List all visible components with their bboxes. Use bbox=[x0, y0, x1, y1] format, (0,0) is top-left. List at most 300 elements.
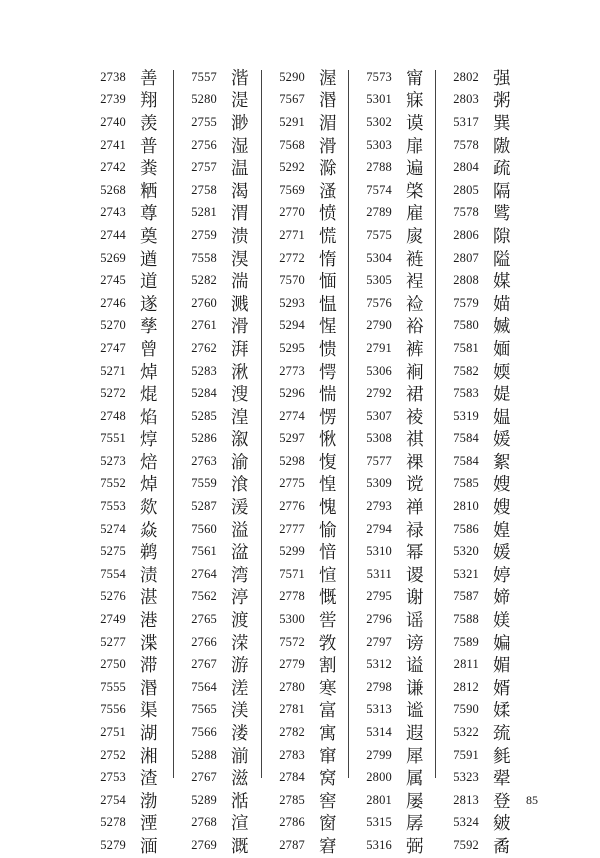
index-entry bbox=[437, 292, 525, 315]
index-column-1 bbox=[84, 66, 172, 857]
index-entry bbox=[437, 202, 525, 225]
index-entry bbox=[350, 473, 438, 496]
index-entry bbox=[263, 518, 351, 541]
index-entry bbox=[437, 586, 525, 609]
entry-character: 湖 bbox=[140, 724, 158, 745]
entry-character: 湟 bbox=[231, 407, 249, 428]
entry-number: 2779 bbox=[279, 657, 305, 672]
entry-character: 普 bbox=[140, 136, 158, 157]
entry-number: 7591 bbox=[453, 747, 479, 762]
entry-number: 2744 bbox=[100, 227, 126, 242]
entry-character: 媞 bbox=[493, 385, 511, 406]
index-entry bbox=[350, 631, 438, 654]
index-entry bbox=[437, 179, 525, 202]
entry-character: 屡 bbox=[406, 791, 424, 812]
entry-character: 遍 bbox=[406, 159, 424, 180]
entry-number: 2756 bbox=[191, 137, 217, 152]
entry-number: 2775 bbox=[279, 476, 305, 491]
entry-number: 5271 bbox=[100, 363, 126, 378]
entry-character: 愧 bbox=[319, 498, 337, 519]
entry-number: 7551 bbox=[100, 431, 126, 446]
entry-character: 裥 bbox=[406, 362, 424, 383]
entry-number: 5268 bbox=[100, 182, 126, 197]
index-entry bbox=[350, 156, 438, 179]
entry-number: 7579 bbox=[453, 295, 479, 310]
index-entry bbox=[263, 292, 351, 315]
entry-number: 7553 bbox=[100, 499, 126, 514]
entry-character: 禅 bbox=[406, 498, 424, 519]
entry-character: 滑 bbox=[231, 317, 249, 338]
entry-number: 2753 bbox=[100, 770, 126, 785]
entry-character: 媛 bbox=[493, 543, 511, 564]
entry-character: 寓 bbox=[319, 724, 337, 745]
index-entry bbox=[84, 608, 172, 631]
entry-character: 湓 bbox=[231, 543, 249, 564]
entry-number: 5324 bbox=[453, 815, 479, 830]
entry-number: 2807 bbox=[453, 250, 479, 265]
entry-number: 5307 bbox=[366, 408, 392, 423]
entry-number: 2764 bbox=[191, 566, 217, 581]
index-entry bbox=[263, 202, 351, 225]
index-entry bbox=[84, 247, 172, 270]
index-entry bbox=[175, 66, 263, 89]
entry-number: 2746 bbox=[100, 295, 126, 310]
index-entry bbox=[350, 586, 438, 609]
entry-number: 5274 bbox=[100, 521, 126, 536]
index-entry bbox=[350, 89, 438, 112]
index-entry bbox=[350, 292, 438, 315]
entry-number: 2803 bbox=[453, 92, 479, 107]
entry-character: 溢 bbox=[231, 520, 249, 541]
entry-character: 窝 bbox=[319, 769, 337, 790]
index-entry bbox=[84, 179, 172, 202]
entry-number: 2738 bbox=[100, 69, 126, 84]
entry-number: 2752 bbox=[100, 747, 126, 762]
index-entry bbox=[84, 789, 172, 812]
index-entry bbox=[84, 540, 172, 563]
entry-number: 5319 bbox=[453, 408, 479, 423]
index-entry bbox=[84, 766, 172, 789]
entry-character: 道 bbox=[140, 272, 158, 293]
entry-character: 焯 bbox=[140, 475, 158, 496]
entry-number: 7582 bbox=[453, 363, 479, 378]
entry-number: 2760 bbox=[191, 295, 217, 310]
index-entry bbox=[437, 608, 525, 631]
index-entry bbox=[175, 789, 263, 812]
index-entry bbox=[350, 766, 438, 789]
index-entry bbox=[263, 608, 351, 631]
index-entry bbox=[350, 202, 438, 225]
entry-character: 弼 bbox=[406, 836, 424, 857]
index-entry bbox=[350, 653, 438, 676]
entry-character: 裎 bbox=[406, 272, 424, 293]
entry-number: 5321 bbox=[453, 566, 479, 581]
entry-character: 渡 bbox=[231, 611, 249, 632]
entry-number: 2739 bbox=[100, 92, 126, 107]
entry-character: 媃 bbox=[493, 701, 511, 722]
entry-character: 湍 bbox=[231, 272, 249, 293]
index-entry bbox=[350, 224, 438, 247]
index-entry bbox=[263, 744, 351, 767]
entry-character: 湘 bbox=[140, 746, 158, 767]
index-entry bbox=[263, 653, 351, 676]
entry-character: 祼 bbox=[406, 452, 424, 473]
entry-character: 谡 bbox=[406, 565, 424, 586]
entry-character: 遒 bbox=[140, 249, 158, 270]
index-entry bbox=[84, 292, 172, 315]
entry-number: 5290 bbox=[279, 69, 305, 84]
entry-number: 2808 bbox=[453, 273, 479, 288]
entry-character: 渟 bbox=[231, 588, 249, 609]
entry-number: 5299 bbox=[279, 544, 305, 559]
entry-character: 焯 bbox=[140, 362, 158, 383]
index-entry bbox=[263, 699, 351, 722]
entry-character: 湝 bbox=[231, 68, 249, 89]
entry-number: 2791 bbox=[366, 340, 392, 355]
entry-number: 7587 bbox=[453, 589, 479, 604]
index-entry bbox=[263, 721, 351, 744]
index-entry bbox=[84, 699, 172, 722]
entry-number: 2763 bbox=[191, 453, 217, 468]
entry-character: 巽 bbox=[493, 113, 511, 134]
entry-number: 2755 bbox=[191, 114, 217, 129]
entry-character: 焰 bbox=[140, 407, 158, 428]
index-entry bbox=[437, 66, 525, 89]
index-entry bbox=[437, 834, 525, 857]
entry-number: 7584 bbox=[453, 431, 479, 446]
index-entry bbox=[350, 337, 438, 360]
entry-character: 曾 bbox=[140, 339, 158, 360]
index-entry bbox=[175, 292, 263, 315]
index-entry bbox=[263, 586, 351, 609]
entry-number: 5269 bbox=[100, 250, 126, 265]
entry-character: 媚 bbox=[493, 656, 511, 677]
index-entry bbox=[175, 608, 263, 631]
index-entry bbox=[437, 766, 525, 789]
index-entry bbox=[263, 405, 351, 428]
entry-character: 隔 bbox=[493, 181, 511, 202]
entry-number: 5306 bbox=[366, 363, 392, 378]
index-entry bbox=[350, 699, 438, 722]
index-entry bbox=[175, 586, 263, 609]
entry-number: 5320 bbox=[453, 544, 479, 559]
index-entry bbox=[350, 179, 438, 202]
index-entry bbox=[175, 111, 263, 134]
entry-number: 7561 bbox=[191, 544, 217, 559]
entry-character: 粪 bbox=[140, 159, 158, 180]
entry-character: 隙 bbox=[493, 226, 511, 247]
index-entry bbox=[263, 495, 351, 518]
entry-character: 粥 bbox=[493, 91, 511, 112]
entry-number: 2783 bbox=[279, 747, 305, 762]
entry-character: 甯 bbox=[406, 68, 424, 89]
index-entry bbox=[437, 518, 525, 541]
entry-number: 7581 bbox=[453, 340, 479, 355]
entry-number: 2776 bbox=[279, 499, 305, 514]
entry-character: 婿 bbox=[493, 678, 511, 699]
entry-character: 矞 bbox=[493, 836, 511, 857]
entry-number: 2774 bbox=[279, 408, 305, 423]
entry-character: 溉 bbox=[231, 836, 249, 857]
entry-number: 5298 bbox=[279, 453, 305, 468]
entry-character: 裙 bbox=[406, 385, 424, 406]
character-index-table bbox=[84, 66, 526, 857]
index-entry bbox=[84, 224, 172, 247]
entry-character: 羡 bbox=[140, 113, 158, 134]
entry-number: 5286 bbox=[191, 431, 217, 446]
entry-character: 媔 bbox=[493, 339, 511, 360]
entry-number: 7570 bbox=[279, 273, 305, 288]
entry-character: 惰 bbox=[319, 249, 337, 270]
index-entry bbox=[175, 766, 263, 789]
entry-character: 窜 bbox=[319, 746, 337, 767]
entry-character: 湃 bbox=[231, 339, 249, 360]
entry-character: 棨 bbox=[406, 181, 424, 202]
index-entry bbox=[175, 134, 263, 157]
entry-number: 5311 bbox=[366, 566, 392, 581]
entry-character: 媆 bbox=[493, 362, 511, 383]
entry-character: 窗 bbox=[319, 814, 337, 835]
index-entry bbox=[350, 834, 438, 857]
entry-character: 溅 bbox=[231, 294, 249, 315]
index-entry bbox=[437, 721, 525, 744]
entry-character: 渭 bbox=[231, 204, 249, 225]
index-entry bbox=[175, 337, 263, 360]
entry-number: 7569 bbox=[279, 182, 305, 197]
index-entry bbox=[350, 66, 438, 89]
entry-number: 2796 bbox=[366, 612, 392, 627]
entry-character: 裣 bbox=[406, 294, 424, 315]
entry-number: 5305 bbox=[366, 273, 392, 288]
index-entry bbox=[175, 269, 263, 292]
entry-character: 敩 bbox=[319, 633, 337, 654]
index-entry bbox=[84, 89, 172, 112]
entry-character: 寒 bbox=[319, 678, 337, 699]
index-entry bbox=[84, 269, 172, 292]
index-entry bbox=[437, 134, 525, 157]
entry-number: 7571 bbox=[279, 566, 305, 581]
entry-character: 渲 bbox=[231, 814, 249, 835]
entry-character: 湮 bbox=[140, 814, 158, 835]
entry-character: 媄 bbox=[493, 611, 511, 632]
entry-number: 7584 bbox=[453, 453, 479, 468]
entry-number: 5281 bbox=[191, 205, 217, 220]
entry-character: 慨 bbox=[319, 588, 337, 609]
entry-character: 愣 bbox=[319, 407, 337, 428]
entry-number: 2797 bbox=[366, 634, 392, 649]
entry-number: 5287 bbox=[191, 499, 217, 514]
entry-number: 5301 bbox=[366, 92, 392, 107]
index-entry bbox=[350, 382, 438, 405]
index-entry bbox=[350, 360, 438, 383]
entry-number: 2792 bbox=[366, 386, 392, 401]
entry-character: 湔 bbox=[231, 746, 249, 767]
entry-number: 5293 bbox=[279, 295, 305, 310]
entry-character: 裢 bbox=[406, 249, 424, 270]
entry-character: 渥 bbox=[319, 68, 337, 89]
entry-character: 湛 bbox=[140, 588, 158, 609]
entry-character: 渴 bbox=[231, 181, 249, 202]
entry-number: 7558 bbox=[191, 250, 217, 265]
entry-character: 媙 bbox=[493, 317, 511, 338]
index-entry bbox=[263, 540, 351, 563]
index-entry bbox=[175, 473, 263, 496]
entry-character: 幂 bbox=[406, 543, 424, 564]
entry-number: 2782 bbox=[279, 725, 305, 740]
entry-character: 疏 bbox=[493, 159, 511, 180]
entry-character: 登 bbox=[493, 791, 511, 812]
column-divider bbox=[435, 70, 436, 778]
entry-number: 2748 bbox=[100, 408, 126, 423]
entry-number: 5273 bbox=[100, 453, 126, 468]
index-entry bbox=[175, 699, 263, 722]
index-entry bbox=[175, 812, 263, 835]
index-entry bbox=[263, 450, 351, 473]
index-entry bbox=[350, 450, 438, 473]
entry-number: 2788 bbox=[366, 160, 392, 175]
entry-number: 7592 bbox=[453, 837, 479, 852]
index-entry bbox=[437, 812, 525, 835]
entry-character: 婷 bbox=[493, 565, 511, 586]
entry-number: 5279 bbox=[100, 837, 126, 852]
entry-character: 湣 bbox=[140, 678, 158, 699]
entry-number: 7590 bbox=[453, 702, 479, 717]
entry-number: 2765 bbox=[191, 612, 217, 627]
entry-character: 欻 bbox=[140, 498, 158, 519]
entry-character: 溇 bbox=[231, 724, 249, 745]
entry-character: 隘 bbox=[493, 249, 511, 270]
entry-number: 5292 bbox=[279, 160, 305, 175]
entry-number: 7562 bbox=[191, 589, 217, 604]
entry-number: 2794 bbox=[366, 521, 392, 536]
index-entry bbox=[437, 224, 525, 247]
index-entry bbox=[263, 66, 351, 89]
entry-character: 渫 bbox=[140, 633, 158, 654]
entry-character: 渤 bbox=[140, 791, 158, 812]
entry-character: 滋 bbox=[231, 769, 249, 790]
index-entry bbox=[350, 247, 438, 270]
index-entry bbox=[437, 360, 525, 383]
entry-character: 愤 bbox=[319, 204, 337, 225]
entry-character: 愎 bbox=[319, 452, 337, 473]
index-entry bbox=[175, 360, 263, 383]
entry-character: 湨 bbox=[231, 249, 249, 270]
entry-character: 粞 bbox=[140, 181, 158, 202]
index-entry bbox=[84, 676, 172, 699]
entry-number: 2778 bbox=[279, 589, 305, 604]
index-entry bbox=[84, 405, 172, 428]
entry-number: 2769 bbox=[191, 837, 217, 852]
entry-character: 孳 bbox=[140, 317, 158, 338]
entry-number: 2759 bbox=[191, 227, 217, 242]
index-entry bbox=[437, 247, 525, 270]
index-entry bbox=[263, 247, 351, 270]
index-entry bbox=[84, 495, 172, 518]
entry-character: 窖 bbox=[319, 791, 337, 812]
index-entry bbox=[175, 428, 263, 451]
index-entry bbox=[437, 540, 525, 563]
entry-number: 7568 bbox=[279, 137, 305, 152]
entry-character: 媥 bbox=[493, 633, 511, 654]
entry-number: 2754 bbox=[100, 792, 126, 807]
entry-number: 2767 bbox=[191, 770, 217, 785]
entry-number: 7577 bbox=[366, 453, 392, 468]
entry-number: 2740 bbox=[100, 114, 126, 129]
entry-character: 孱 bbox=[406, 814, 424, 835]
entry-character: 慌 bbox=[319, 226, 337, 247]
entry-number: 2750 bbox=[100, 657, 126, 672]
entry-character: 翚 bbox=[493, 769, 511, 790]
entry-character: 媓 bbox=[493, 520, 511, 541]
entry-number: 2773 bbox=[279, 363, 305, 378]
index-entry bbox=[84, 586, 172, 609]
index-entry bbox=[437, 269, 525, 292]
entry-character: 割 bbox=[319, 656, 337, 677]
entry-number: 2780 bbox=[279, 679, 305, 694]
index-entry bbox=[437, 563, 525, 586]
index-entry bbox=[350, 744, 438, 767]
index-entry bbox=[84, 834, 172, 857]
entry-number: 2745 bbox=[100, 273, 126, 288]
entry-number: 2785 bbox=[279, 792, 305, 807]
index-column-4 bbox=[350, 66, 438, 857]
entry-character: 媌 bbox=[493, 294, 511, 315]
index-entry bbox=[84, 134, 172, 157]
entry-number: 5315 bbox=[366, 815, 392, 830]
index-entry bbox=[350, 111, 438, 134]
entry-character: 焜 bbox=[140, 385, 158, 406]
entry-number: 2799 bbox=[366, 747, 392, 762]
entry-number: 5289 bbox=[191, 792, 217, 807]
entry-character: 湲 bbox=[231, 498, 249, 519]
entry-character: 焱 bbox=[140, 520, 158, 541]
index-entry bbox=[175, 202, 263, 225]
entry-character: 裤 bbox=[406, 339, 424, 360]
index-entry bbox=[175, 721, 263, 744]
index-entry bbox=[84, 202, 172, 225]
index-entry bbox=[263, 428, 351, 451]
entry-character: 骘 bbox=[493, 204, 511, 225]
entry-number: 5282 bbox=[191, 273, 217, 288]
entry-character: 祺 bbox=[406, 430, 424, 451]
index-entry bbox=[84, 744, 172, 767]
entry-character: 善 bbox=[140, 68, 158, 89]
entry-number: 5316 bbox=[366, 837, 392, 852]
index-column-2 bbox=[175, 66, 263, 857]
index-entry bbox=[263, 337, 351, 360]
entry-character: 愃 bbox=[319, 565, 337, 586]
entry-character: 惴 bbox=[319, 385, 337, 406]
entry-number: 2771 bbox=[279, 227, 305, 242]
index-entry bbox=[437, 744, 525, 767]
index-entry bbox=[350, 495, 438, 518]
entry-character: 焙 bbox=[140, 452, 158, 473]
index-entry bbox=[175, 224, 263, 247]
index-entry bbox=[84, 315, 172, 338]
entry-number: 2784 bbox=[279, 770, 305, 785]
entry-number: 2781 bbox=[279, 702, 305, 717]
entry-character: 湄 bbox=[319, 113, 337, 134]
entry-character: 渠 bbox=[140, 701, 158, 722]
entry-number: 7557 bbox=[191, 69, 217, 84]
index-entry bbox=[84, 360, 172, 383]
index-entry bbox=[437, 405, 525, 428]
index-column-3 bbox=[263, 66, 351, 857]
entry-character: 湎 bbox=[140, 836, 158, 857]
index-entry bbox=[84, 473, 172, 496]
index-entry bbox=[175, 834, 263, 857]
entry-character: 湣 bbox=[319, 91, 337, 112]
